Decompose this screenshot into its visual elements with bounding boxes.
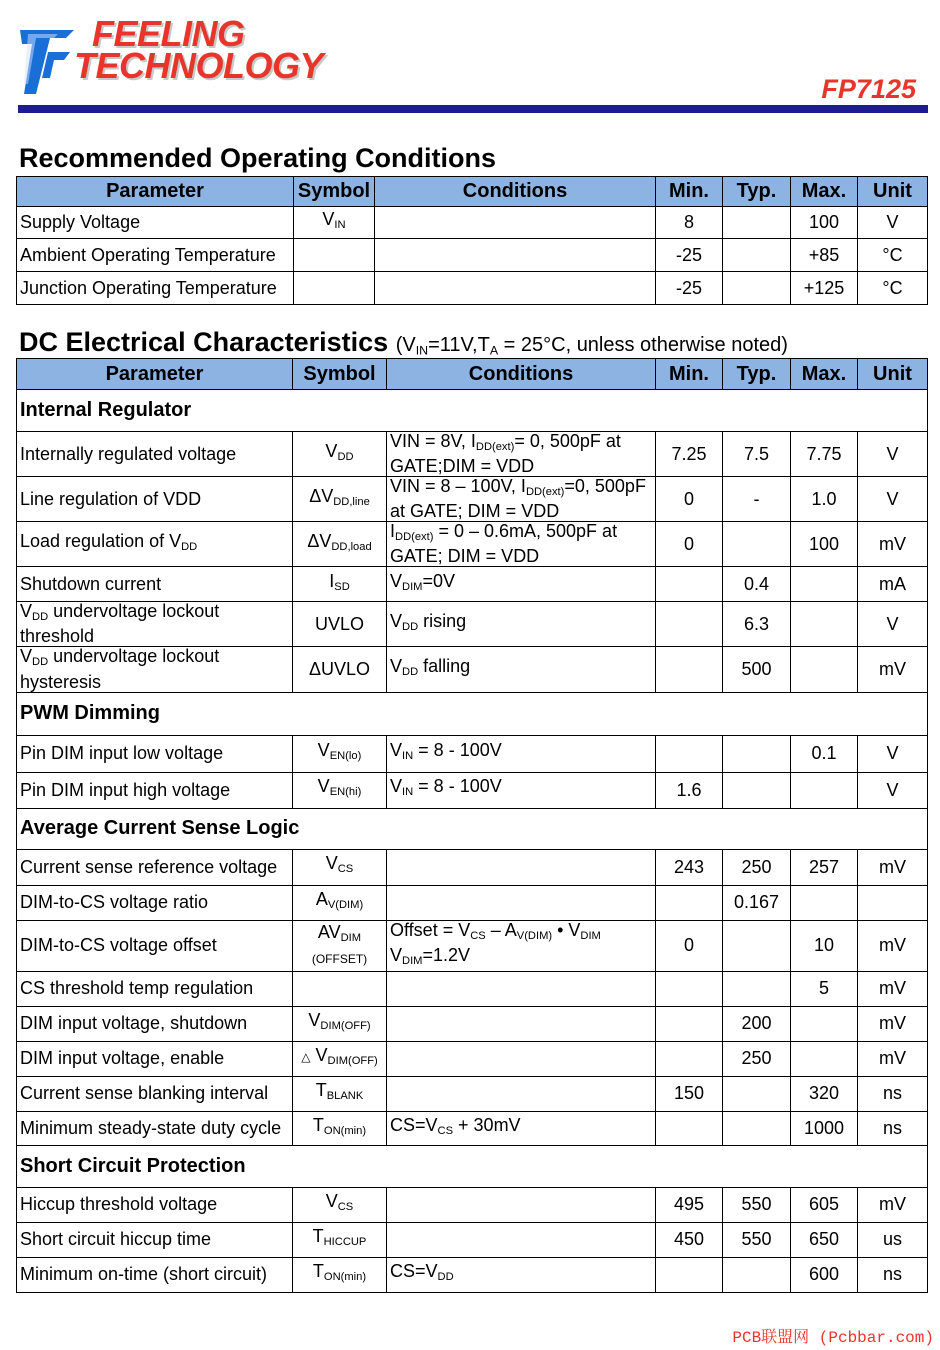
conditions-cell bbox=[375, 272, 656, 305]
max-cell: 0.1 bbox=[791, 735, 858, 772]
conditions-cell: $V_{DD}$ falling bbox=[387, 647, 656, 692]
conditions-cell: $CS=V_{DD}$ bbox=[387, 1257, 656, 1292]
table-row bbox=[17, 1041, 928, 1076]
unit-cell: mA bbox=[858, 567, 928, 602]
typ-cell bbox=[723, 207, 791, 239]
table-row bbox=[17, 567, 928, 602]
table-row bbox=[17, 272, 928, 305]
symbol-cell: ΔUVLO bbox=[293, 647, 387, 692]
watermark-text[interactable]: PCB联盟网 (Pcbbar.com) bbox=[732, 1329, 934, 1347]
unit-cell: mV bbox=[858, 522, 928, 567]
max-cell: 650 bbox=[791, 1222, 858, 1257]
param-cell: Line regulation of VDD bbox=[17, 477, 293, 522]
col-min: Min. bbox=[656, 359, 723, 390]
symbol-cell: $V_{IN}$ bbox=[294, 207, 375, 239]
symbol-cell: UVLO bbox=[293, 602, 387, 647]
unit-cell: us bbox=[858, 1222, 928, 1257]
typ-cell bbox=[723, 522, 791, 567]
min-cell: -25 bbox=[656, 239, 723, 272]
conditions-cell bbox=[387, 885, 656, 920]
param-cell: Supply Voltage bbox=[17, 207, 294, 239]
col-symbol: Symbol bbox=[294, 177, 375, 207]
param-cell: Current sense reference voltage bbox=[17, 849, 293, 885]
conditions-cell bbox=[375, 207, 656, 239]
typ-cell bbox=[723, 272, 791, 305]
part-number: FP7125 bbox=[821, 74, 916, 104]
table-row bbox=[17, 1187, 928, 1222]
typ-cell: 0.4 bbox=[723, 567, 791, 602]
min-cell: 0 bbox=[656, 477, 723, 522]
max-cell: 600 bbox=[791, 1257, 858, 1292]
unit-cell: mV bbox=[858, 647, 928, 692]
table-row bbox=[17, 1006, 928, 1041]
table-row bbox=[17, 432, 928, 477]
table-row bbox=[17, 522, 928, 567]
min-cell: 150 bbox=[656, 1076, 723, 1111]
conditions-cell: $I_{DD(ext)} = 0 - 0.6mA$, 500pF at GATE; DIM = VDD bbox=[387, 522, 656, 567]
dc-table bbox=[16, 358, 928, 1293]
symbol-cell: $V_{DIM(OFF)}$ bbox=[293, 1006, 387, 1041]
conditions-cell bbox=[387, 1222, 656, 1257]
unit-cell: V bbox=[858, 772, 928, 808]
min-cell: 495 bbox=[656, 1187, 723, 1222]
table-row bbox=[17, 647, 928, 692]
typ-cell bbox=[723, 971, 791, 1006]
group-row-internal-regulator bbox=[17, 390, 928, 432]
unit-cell: mV bbox=[858, 849, 928, 885]
typ-cell bbox=[723, 1111, 791, 1145]
conditions-cell bbox=[387, 1076, 656, 1111]
table-row bbox=[17, 207, 928, 239]
conditions-cell: VIN = 8 – 100V, $I_{DD(ext)}=0$, 500pF at GATE; DIM = VDD bbox=[387, 477, 656, 522]
max-cell bbox=[791, 885, 858, 920]
group-label: PWM Dimming bbox=[17, 692, 928, 735]
conditions-cell bbox=[375, 239, 656, 272]
typ-cell: 500 bbox=[723, 647, 791, 692]
col-typ: Typ. bbox=[723, 359, 791, 390]
max-cell: 320 bbox=[791, 1076, 858, 1111]
symbol-cell bbox=[293, 971, 387, 1006]
typ-cell: 250 bbox=[723, 1041, 791, 1076]
dc-header-row bbox=[17, 359, 928, 390]
table-row bbox=[17, 772, 928, 808]
col-typ: Typ. bbox=[723, 177, 791, 207]
typ-cell bbox=[723, 772, 791, 808]
symbol-cell: $V_{CS}$ bbox=[293, 1187, 387, 1222]
max-cell: 100 bbox=[791, 207, 858, 239]
unit-cell: V bbox=[858, 735, 928, 772]
max-cell bbox=[791, 772, 858, 808]
table-row bbox=[17, 849, 928, 885]
table-row bbox=[17, 1257, 928, 1292]
symbol-cell: $T_{BLANK}$ bbox=[293, 1076, 387, 1111]
symbol-cell: $T_{HICCUP}$ bbox=[293, 1222, 387, 1257]
conditions-cell: Offset = $V_{CS} - A_{V(DIM)}$ • $V_{DIM}$ $V_{DIM}=1.2V$ bbox=[387, 920, 656, 971]
unit-cell: ns bbox=[858, 1076, 928, 1111]
col-unit: Unit bbox=[858, 177, 928, 207]
min-cell bbox=[656, 602, 723, 647]
min-cell bbox=[656, 1111, 723, 1145]
param-cell: Pin DIM input low voltage bbox=[17, 735, 293, 772]
param-cell: Ambient Operating Temperature bbox=[17, 239, 294, 272]
unit-cell: mV bbox=[858, 1187, 928, 1222]
conditions-cell: $CS=V_{CS} + 30mV$ bbox=[387, 1111, 656, 1145]
param-cell: Short circuit hiccup time bbox=[17, 1222, 293, 1257]
typ-cell bbox=[723, 735, 791, 772]
min-cell: 0 bbox=[656, 920, 723, 971]
unit-cell: mV bbox=[858, 971, 928, 1006]
conditions-cell bbox=[387, 849, 656, 885]
typ-cell: 250 bbox=[723, 849, 791, 885]
param-cell: DIM input voltage, shutdown bbox=[17, 1006, 293, 1041]
dc-title-text: DC Electrical Characteristics bbox=[19, 327, 389, 357]
conditions-cell: $V_{DIM}=0V$ bbox=[387, 567, 656, 602]
typ-cell: 200 bbox=[723, 1006, 791, 1041]
typ-cell bbox=[723, 1257, 791, 1292]
typ-cell: 550 bbox=[723, 1222, 791, 1257]
min-cell bbox=[656, 1006, 723, 1041]
col-conditions: Conditions bbox=[387, 359, 656, 390]
param-cell: Shutdown current bbox=[17, 567, 293, 602]
logo-text-feeling: FEELING bbox=[92, 13, 245, 54]
unit-cell: °C bbox=[858, 239, 928, 272]
unit-cell: mV bbox=[858, 1006, 928, 1041]
group-label: Average Current Sense Logic bbox=[17, 808, 928, 849]
dc-title-note: ($V_{IN}=11V,T_A = 25^\circ C$, unless otherwise noted) bbox=[395, 334, 788, 358]
conditions-cell bbox=[387, 1006, 656, 1041]
symbol-cell: $V_{CS}$ bbox=[293, 849, 387, 885]
symbol-cell bbox=[294, 272, 375, 305]
max-cell: 605 bbox=[791, 1187, 858, 1222]
unit-cell: V bbox=[858, 602, 928, 647]
symbol-cell: $A_{V(DIM)}$ bbox=[293, 885, 387, 920]
col-max: Max. bbox=[791, 177, 858, 207]
table-row bbox=[17, 1111, 928, 1145]
max-cell: 10 bbox=[791, 920, 858, 971]
param-cell: Minimum steady-state duty cycle bbox=[17, 1111, 293, 1145]
unit-cell: °C bbox=[858, 272, 928, 305]
max-cell bbox=[791, 602, 858, 647]
min-cell bbox=[656, 567, 723, 602]
symbol-cell: $I_{SD}$ bbox=[293, 567, 387, 602]
min-cell bbox=[656, 1041, 723, 1076]
unit-cell: mV bbox=[858, 1041, 928, 1076]
min-cell: 7.25 bbox=[656, 432, 723, 477]
conditions-cell: $V_{IN} = 8 - 100V$ bbox=[387, 772, 656, 808]
symbol-cell: $T_{ON(min)}$ bbox=[293, 1257, 387, 1292]
table-row bbox=[17, 735, 928, 772]
param-cell: DIM-to-CS voltage offset bbox=[17, 920, 293, 971]
symbol-cell bbox=[294, 239, 375, 272]
min-cell: 450 bbox=[656, 1222, 723, 1257]
param-cell: $V_{DD}$ undervoltage lockout hysteresis bbox=[17, 647, 293, 692]
min-cell bbox=[656, 1257, 723, 1292]
table-row bbox=[17, 885, 928, 920]
min-cell bbox=[656, 885, 723, 920]
typ-cell: 7.5 bbox=[723, 432, 791, 477]
symbol-cell: $T_{ON(min)}$ bbox=[293, 1111, 387, 1145]
col-max: Max. bbox=[791, 359, 858, 390]
unit-cell: V bbox=[858, 207, 928, 239]
typ-cell: 550 bbox=[723, 1187, 791, 1222]
symbol-cell: △ $V_{DIM(OFF)}$ bbox=[293, 1041, 387, 1076]
symbol-cell: $V_{EN(hi)}$ bbox=[293, 772, 387, 808]
header-divider bbox=[18, 105, 928, 113]
min-cell: 0 bbox=[656, 522, 723, 567]
roc-header-row bbox=[17, 177, 928, 207]
max-cell: 7.75 bbox=[791, 432, 858, 477]
unit-cell: V bbox=[858, 477, 928, 522]
typ-cell: 0.167 bbox=[723, 885, 791, 920]
min-cell: 243 bbox=[656, 849, 723, 885]
param-cell: DIM input voltage, enable bbox=[17, 1041, 293, 1076]
max-cell: 1.0 bbox=[791, 477, 858, 522]
symbol-cell: $V_{DD}$ bbox=[293, 432, 387, 477]
roc-table bbox=[16, 176, 928, 305]
conditions-cell: $V_{DD}$ rising bbox=[387, 602, 656, 647]
symbol-cell: $\Delta V_{DD,line}$ bbox=[293, 477, 387, 522]
table-row bbox=[17, 602, 928, 647]
typ-cell: - bbox=[723, 477, 791, 522]
table-row bbox=[17, 239, 928, 272]
param-cell: Load regulation of $V_{DD}$ bbox=[17, 522, 293, 567]
typ-cell: 6.3 bbox=[723, 602, 791, 647]
param-cell: Current sense blanking interval bbox=[17, 1076, 293, 1111]
min-cell bbox=[656, 735, 723, 772]
logo-text-technology: TECHNOLOGY bbox=[74, 45, 324, 86]
unit-cell: ns bbox=[858, 1111, 928, 1145]
col-parameter: Parameter bbox=[17, 177, 294, 207]
conditions-cell bbox=[387, 1187, 656, 1222]
group-row-average-current bbox=[17, 808, 928, 849]
param-cell: Pin DIM input high voltage bbox=[17, 772, 293, 808]
symbol-cell: $\Delta V_{DD,load}$ bbox=[293, 522, 387, 567]
symbol-cell: $AV_{DIM}$ (OFFSET) bbox=[293, 920, 387, 971]
max-cell: 100 bbox=[791, 522, 858, 567]
company-logo bbox=[18, 12, 328, 92]
table-row bbox=[17, 971, 928, 1006]
max-cell: 257 bbox=[791, 849, 858, 885]
min-cell: -25 bbox=[656, 272, 723, 305]
table-row bbox=[17, 920, 928, 971]
param-cell: Junction Operating Temperature bbox=[17, 272, 294, 305]
param-cell: Hiccup threshold voltage bbox=[17, 1187, 293, 1222]
param-cell: Minimum on-time (short circuit) bbox=[17, 1257, 293, 1292]
col-parameter: Parameter bbox=[17, 359, 293, 390]
typ-cell bbox=[723, 920, 791, 971]
conditions-cell bbox=[387, 1041, 656, 1076]
param-cell: $V_{DD}$ undervoltage lockout threshold bbox=[17, 602, 293, 647]
max-cell: +125 bbox=[791, 272, 858, 305]
group-row-short-circuit bbox=[17, 1145, 928, 1187]
group-label: Short Circuit Protection bbox=[17, 1145, 928, 1187]
unit-cell: V bbox=[858, 432, 928, 477]
min-cell: 1.6 bbox=[656, 772, 723, 808]
max-cell bbox=[791, 647, 858, 692]
table-row bbox=[17, 1222, 928, 1257]
typ-cell bbox=[723, 239, 791, 272]
group-row-pwm-dimming bbox=[17, 692, 928, 735]
min-cell bbox=[656, 647, 723, 692]
param-cell: Internally regulated voltage bbox=[17, 432, 293, 477]
col-min: Min. bbox=[656, 177, 723, 207]
roc-title: Recommended Operating Conditions bbox=[19, 143, 497, 173]
col-symbol: Symbol bbox=[293, 359, 387, 390]
group-label: Internal Regulator bbox=[17, 390, 928, 432]
conditions-cell: VIN = 8V, $I_{DD(ext)}= 0$, 500pF at GATE;DIM = VDD bbox=[387, 432, 656, 477]
max-cell: 5 bbox=[791, 971, 858, 1006]
max-cell: +85 bbox=[791, 239, 858, 272]
conditions-cell: $V_{IN} = 8 - 100V$ bbox=[387, 735, 656, 772]
max-cell bbox=[791, 1041, 858, 1076]
col-unit: Unit bbox=[858, 359, 928, 390]
conditions-cell bbox=[387, 971, 656, 1006]
typ-cell bbox=[723, 1076, 791, 1111]
unit-cell: mV bbox=[858, 920, 928, 971]
min-cell: 8 bbox=[656, 207, 723, 239]
param-cell: DIM-to-CS voltage ratio bbox=[17, 885, 293, 920]
param-cell: CS threshold temp regulation bbox=[17, 971, 293, 1006]
unit-cell bbox=[858, 885, 928, 920]
table-row bbox=[17, 477, 928, 522]
max-cell: 1000 bbox=[791, 1111, 858, 1145]
unit-cell: ns bbox=[858, 1257, 928, 1292]
table-row bbox=[17, 1076, 928, 1111]
max-cell bbox=[791, 567, 858, 602]
min-cell bbox=[656, 971, 723, 1006]
col-conditions: Conditions bbox=[375, 177, 656, 207]
symbol-cell: $V_{EN(lo)}$ bbox=[293, 735, 387, 772]
max-cell bbox=[791, 1006, 858, 1041]
